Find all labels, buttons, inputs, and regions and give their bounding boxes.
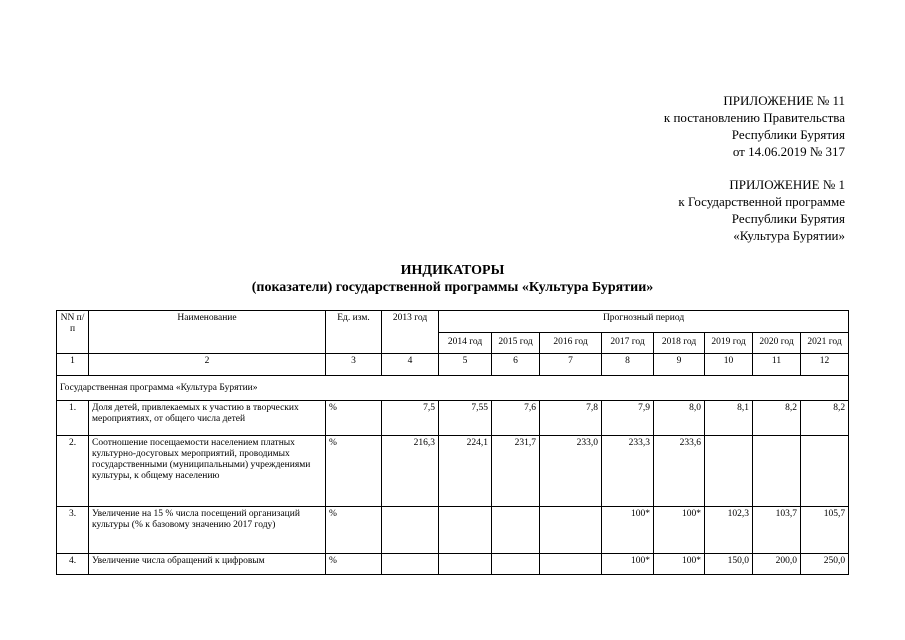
header-forecast-period: Прогнозный период: [439, 311, 849, 333]
indicator-name: Увеличение на 15 % числа посещений организаций культуры (% к базовому значению 2017 году): [89, 507, 326, 554]
annex-reference-line: Республики Бурятия: [731, 127, 845, 142]
indicator-unit: %: [326, 507, 382, 554]
indicator-name: Увеличение числа обращений к цифровым: [89, 554, 326, 575]
annex-number: ПРИЛОЖЕНИЕ № 11: [723, 93, 845, 108]
header-unit: Ед. изм.: [326, 311, 382, 354]
column-number: 9: [654, 354, 705, 376]
value-2021: 105,7: [801, 507, 849, 554]
value-2014: [439, 554, 492, 575]
value-2018: 100*: [654, 554, 705, 575]
table-row: [57, 401, 849, 436]
program-section-row: [57, 376, 849, 401]
value-2021: 8,2: [801, 401, 849, 436]
indicator-unit: %: [326, 436, 382, 507]
value-2019: 102,3: [705, 507, 753, 554]
column-number: 4: [382, 354, 439, 376]
value-2021: 250,0: [801, 554, 849, 575]
indicator-name: Доля детей, привлекаемых к участию в творческих мероприятиях, от общего числа детей: [89, 401, 326, 436]
column-number: 2: [89, 354, 326, 376]
annex-reference-line: Республики Бурятия: [731, 211, 845, 226]
header-nn: NN п/п: [57, 311, 89, 354]
value-2016: [540, 507, 602, 554]
value-2013: 216,3: [382, 436, 439, 507]
header-2013: 2013 год: [382, 311, 439, 354]
decree-annex-header: [664, 92, 845, 160]
annex-reference-line: к постановлению Правительства: [663, 110, 845, 125]
header-year: 2019 год: [705, 332, 753, 354]
value-2019: 8,1: [705, 401, 753, 436]
indicator-unit: %: [326, 401, 382, 436]
header-year: 2014 год: [439, 332, 492, 354]
header-year: 2021 год: [801, 332, 849, 354]
column-number: 7: [540, 354, 602, 376]
value-2019: [705, 436, 753, 507]
value-2017: 100*: [602, 507, 654, 554]
value-2018: 233,6: [654, 436, 705, 507]
value-2019: 150,0: [705, 554, 753, 575]
value-2020: 200,0: [753, 554, 801, 575]
annex-number: ПРИЛОЖЕНИЕ № 1: [729, 177, 845, 192]
value-2018: 100*: [654, 507, 705, 554]
annex-reference-line: к Государственной программе: [678, 194, 845, 209]
program-annex-header: [678, 176, 845, 244]
value-2017: 7,9: [602, 401, 654, 436]
header-year: 2016 год: [540, 332, 602, 354]
header-year: 2015 год: [492, 332, 540, 354]
value-2017: 100*: [602, 554, 654, 575]
value-2013: 7,5: [382, 401, 439, 436]
indicators-table: [56, 310, 849, 575]
value-2016: [540, 554, 602, 575]
value-2013: [382, 554, 439, 575]
header-year: 2018 год: [654, 332, 705, 354]
annex-date-line: от 14.06.2019 № 317: [732, 144, 845, 159]
table-row: [57, 507, 849, 554]
column-number: 11: [753, 354, 801, 376]
value-2016: 233,0: [540, 436, 602, 507]
row-number: 2.: [57, 436, 89, 507]
value-2020: [753, 436, 801, 507]
header-name: Наименование: [89, 311, 326, 354]
table-header-row: [57, 311, 849, 333]
column-number: 8: [602, 354, 654, 376]
document-subtitle: (показатели) государственной программы «Культура Бурятии»: [251, 280, 654, 295]
column-number: 12: [801, 354, 849, 376]
column-number: 3: [326, 354, 382, 376]
value-2015: [492, 507, 540, 554]
column-number: 10: [705, 354, 753, 376]
value-2014: 224,1: [439, 436, 492, 507]
column-number: 5: [439, 354, 492, 376]
column-number-row: [57, 354, 849, 376]
value-2015: [492, 554, 540, 575]
value-2018: 8,0: [654, 401, 705, 436]
value-2013: [382, 507, 439, 554]
value-2021: [801, 436, 849, 507]
header-year: 2017 год: [602, 332, 654, 354]
value-2017: 233,3: [602, 436, 654, 507]
value-2020: 8,2: [753, 401, 801, 436]
indicator-unit: %: [326, 554, 382, 575]
program-section-label: Государственная программа «Культура Бурятии»: [57, 376, 849, 401]
table-row: [57, 554, 849, 575]
value-2014: [439, 507, 492, 554]
document-title: ИНДИКАТОРЫ: [400, 263, 505, 278]
row-number: 1.: [57, 401, 89, 436]
value-2014: 7,55: [439, 401, 492, 436]
value-2015: 231,7: [492, 436, 540, 507]
value-2015: 7,6: [492, 401, 540, 436]
annex-reference-line: «Культура Бурятии»: [733, 228, 845, 243]
column-number: 1: [57, 354, 89, 376]
header-year: 2020 год: [753, 332, 801, 354]
value-2020: 103,7: [753, 507, 801, 554]
row-number: 3.: [57, 507, 89, 554]
column-number: 6: [492, 354, 540, 376]
indicator-name: Соотношение посещаемости населением платных культурно-досуговых мероприятий, проводимых государственными (муниципальными) учреждениями культуры, к общему населению: [89, 436, 326, 507]
table-row: [57, 436, 849, 507]
value-2016: 7,8: [540, 401, 602, 436]
row-number: 4.: [57, 554, 89, 575]
